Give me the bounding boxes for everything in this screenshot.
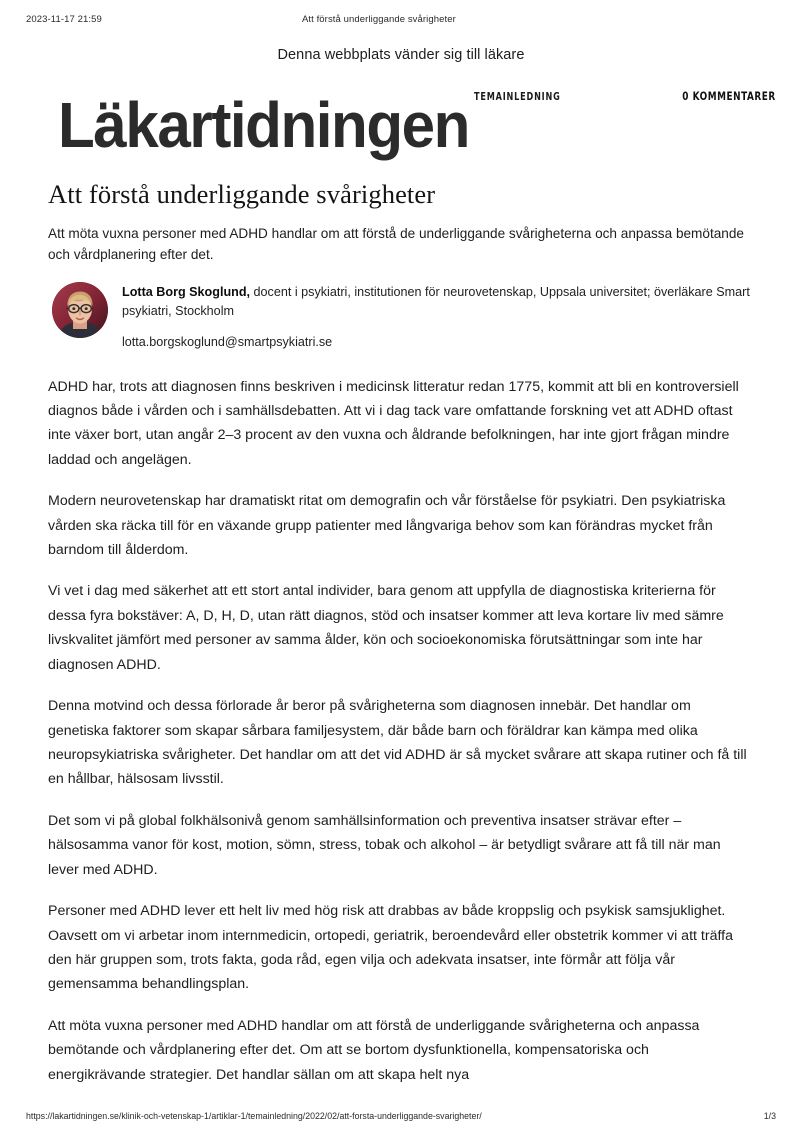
print-header-datetime: 2023-11-17 21:59	[26, 14, 102, 25]
article-paragraph: Modern neurovetenskap har dramatiskt ritat om demografin och vår förståelse för psykiatri. Den psykiatriska vården ska räcka till för en växande grupp patienter med långvariga behov som kan förändras mycket från barndom till ålderdom.	[48, 493, 726, 559]
masthead-meta	[474, 89, 776, 103]
print-header-title: Att förstå underliggande svårigheter	[301, 14, 456, 25]
site-tagline: Denna webbplats vänder sig till läkare	[277, 47, 525, 63]
author-name: Lotta Borg Skoglund,	[122, 284, 251, 299]
site-logo[interactable]: Läkartidningen	[58, 89, 469, 161]
article-paragraph: ADHD har, trots att diagnosen finns beskriven i medicinsk litteratur redan 1775, kommit att bli en kontroversiell diagnos både i vården och i samhällsdebatten. Att vi i dag tack vare omfattande forskning vet att ADHD oftast inte växer bort, utan angår 2–3 procent av den vuxna och åldrande befolkningen, har inte gjort frågan mindre laddad och angelägen.	[48, 378, 739, 468]
article-paragraph: Denna motvind och dessa förlorade år beror på svårigheterna som diagnosen innebär. Det handlar om genetiska faktorer som skapar sårbara familjesystem, där både barn och föräldrar kan kämpa med olika neuropsykiatriska svårigheter. Det handlar om att det vid ADHD är så mycket svårare att skapa rutiner och få till en hållbar, hälsosam livsstil.	[48, 698, 747, 788]
author-byline	[52, 282, 750, 353]
author-affiliation: docent i psykiatri, institutionen för neurovetenskap, Uppsala universitet; överläkare Smart psykiatri, Stockholm	[122, 284, 750, 319]
comments-count-label[interactable]: 0 KOMMENTARER	[682, 89, 776, 103]
article-body	[48, 375, 750, 1088]
author-portrait-icon	[52, 282, 108, 338]
article-paragraph: Det som vi på global folkhälsonivå genom samhällsinformation och preventiva insatser strävar efter – hälsosamma vanor för kost, motion, sömn, stress, tobak och alkohol – är betydligt svårare att få till när man lever med ADHD.	[48, 812, 721, 878]
author-email[interactable]: lotta.borgskoglund@smartpsykiatri.se	[122, 334, 333, 349]
article-paragraph: Vi vet i dag med säkerhet att ett stort antal individer, bara genom att uppfylla de diagnostiska kriterierna för dessa fyra bokstäver: A, D, H, D, utan rätt diagnos, stöd och insatser kommer att leva kortare liv med sämre livskvalitet jämfört med personer av samma ålder, kön och socioekonomiska förutsättningar som inte har diagnosen ADHD.	[48, 583, 724, 673]
author-info	[122, 282, 750, 353]
article-headline: Att förstå underliggande svårigheter	[48, 179, 436, 209]
print-footer-page-number: 1/3	[763, 1111, 776, 1121]
print-footer	[0, 1111, 802, 1121]
print-header	[0, 0, 802, 25]
print-footer-url: https://lakartidningen.se/klinik-och-vetenskap-1/artiklar-1/temainledning/2022/02/att-forsta-underliggande-svarigheter/	[26, 1111, 482, 1121]
article-paragraph: Personer med ADHD lever ett helt liv med hög risk att drabbas av både kroppslig och psykisk samsjuklighet. Oavsett om vi arbetar inom internmedicin, ortopedi, geriatrik, beroendevård eller obstetrik kommer vi att träffa den här gruppen som, trots fakta, goda råd, egen vilja och adekvata insatser, inte förmår att följa vår gemensamma behandlingsplan.	[48, 903, 733, 993]
masthead	[0, 81, 802, 173]
article-container	[0, 173, 802, 1135]
article-kicker[interactable]: TEMAINLEDNING	[474, 91, 561, 103]
article-paragraph: Att möta vuxna personer med ADHD handlar om att förstå de underliggande svårigheterna och anpassa bemötande och vårdplanering efter det. Om att se bortom dysfunktionella, kompensatoriska och energikrävande strategier. Det handlar sällan om att skapa helt nya	[48, 1017, 700, 1083]
article-lead: Att möta vuxna personer med ADHD handlar om att förstå de underliggande svårigheterna och anpassa bemötande och vårdplanering efter det.	[48, 226, 744, 262]
